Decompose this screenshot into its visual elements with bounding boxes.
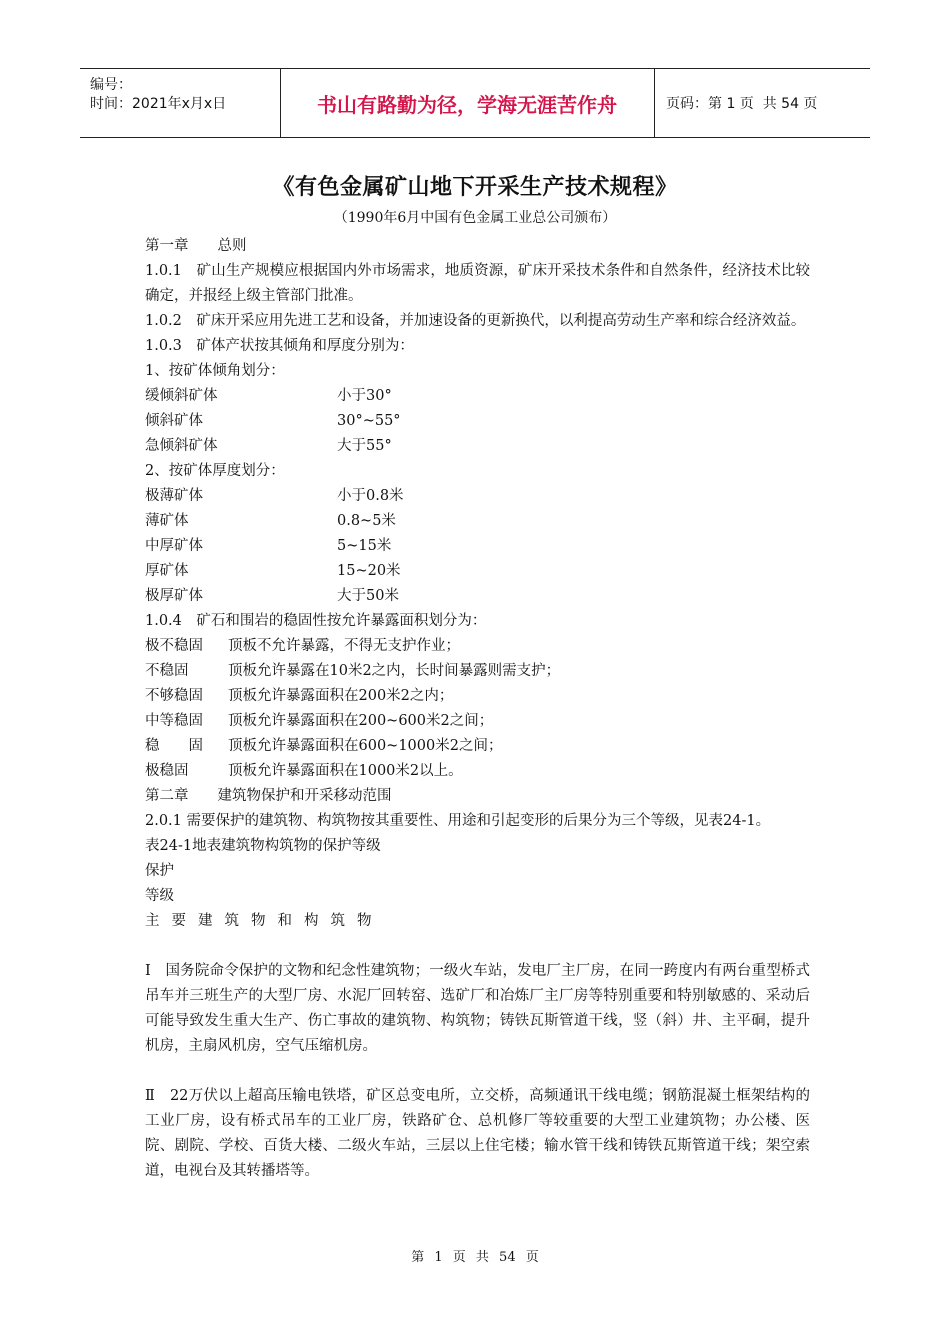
page-indicator: 页码：第 1 页 共 54 页 [666, 96, 818, 112]
table-title: 表24-1地表建筑物构筑物的保护等级 [145, 838, 381, 854]
stability-name: 中等稳固 [145, 713, 203, 729]
stability-value: 顶板允许暴露面积在1000米2以上。 [228, 763, 463, 779]
chapter-heading-2: 第二章 建筑物保护和开采移动范围 [145, 788, 392, 804]
clause-1-0-3: 1.0.3 矿体产状按其倾角和厚度分别为： [145, 338, 414, 354]
document-subtitle: （1990年6月中国有色金属工业总公司颁布） [333, 210, 617, 226]
thickness-value: 0.8~5米 [337, 513, 396, 529]
stability-value: 顶板允许暴露面积在600~1000米2之间； [228, 738, 503, 754]
footer-page-number: 第 1 页 共 54 页 [411, 1250, 539, 1265]
stability-row [145, 634, 810, 659]
dip-name: 缓倾斜矿体 [145, 388, 218, 404]
dip-name: 急倾斜矿体 [145, 438, 218, 454]
clause-1-0-4: 1.0.4 矿石和围岩的稳固性按允许暴露面积划分为： [145, 613, 487, 629]
document-body [145, 234, 810, 1184]
thickness-value: 15~20米 [337, 563, 401, 579]
stability-value: 顶板允许暴露面积在200米2之内； [228, 688, 454, 704]
header-meta-cell [80, 69, 281, 137]
page-header [80, 68, 870, 138]
clause-2-0-1: 2.0.1 需要保护的建筑物、构筑物按其重要性、用途和引起变形的后果分为三个等级，见表24-1。 [145, 813, 771, 829]
grade-1-description: Ⅰ 国务院命令保护的文物和纪念性建筑物；一级火车站，发电厂主厂房，在同一跨度内有两台重型桥式吊车并三班生产的大型厂房、水泥厂回转窑、选矿厂和冶炼厂主厂房等特别重要和特别敏感的、采动后可能导致发生重大生产、伤亡事故的建筑物、构筑物；铸铁瓦斯管道干线，竖（斜）井、主平硐，提升机房，主扇风机房，空气压缩机房。 [145, 963, 810, 1054]
stability-row [145, 734, 810, 759]
stability-value: 顶板允许暴露在10米2之内，长时间暴露则需支护； [228, 663, 561, 679]
stability-name: 稳 固 [145, 738, 203, 754]
dip-value: 小于30° [337, 388, 392, 404]
clause-1-0-1: 1.0.1 矿山生产规模应根据国内外市场需求，地质资源，矿床开采技术条件和自然条件，经济技术比较确定，并报经上级主管部门批准。 [145, 263, 810, 304]
stability-row [145, 759, 810, 784]
thickness-row [145, 584, 810, 609]
table-col-main: 主要建筑物和构筑物 [145, 913, 384, 929]
thickness-row [145, 534, 810, 559]
thickness-name: 极薄矿体 [145, 488, 203, 504]
chapter-heading-1: 第一章 总则 [145, 238, 247, 254]
stability-row [145, 684, 810, 709]
stability-name: 不够稳固 [145, 688, 203, 704]
thickness-value: 小于0.8米 [337, 488, 404, 504]
grade-2-description: Ⅱ 22万伏以上超高压输电铁塔，矿区总变电所，立交桥，高频通讯干线电缆；钢筋混凝土框架结构的工业厂房，设有桥式吊车的工业厂房，铁路矿仓、总机修厂等较重要的大型工业建筑物；办公楼、医院、剧院、学校、百货大楼、二级火车站，三层以上住宅楼；输水管干线和铸铁瓦斯管道干线；架空索道，电视台及其转播塔等。 [145, 1088, 810, 1179]
stability-name: 极不稳固 [145, 638, 203, 654]
dip-classification-heading: 1、按矿体倾角划分： [145, 363, 285, 379]
dip-name: 倾斜矿体 [145, 413, 203, 429]
thickness-row [145, 559, 810, 584]
header-page-cell [655, 69, 870, 137]
page-footer [0, 1246, 950, 1265]
dip-row [145, 384, 810, 409]
stability-row [145, 709, 810, 734]
stability-value: 顶板允许暴露面积在200~600米2之间； [228, 713, 494, 729]
number-label: 编号： [90, 77, 132, 93]
thickness-classification-heading: 2、按矿体厚度划分： [145, 463, 285, 479]
time-label: 时间：2021年x月x日 [90, 96, 227, 112]
thickness-name: 薄矿体 [145, 513, 189, 529]
thickness-row [145, 509, 810, 534]
thickness-value: 大于50米 [337, 588, 399, 604]
dip-value: 大于55° [337, 438, 392, 454]
spacer [145, 934, 810, 959]
thickness-value: 5~15米 [337, 538, 392, 554]
stability-name: 不稳固 [145, 663, 189, 679]
dip-row [145, 409, 810, 434]
spacer [145, 1059, 810, 1084]
stability-name: 极稳固 [145, 763, 189, 779]
dip-row [145, 434, 810, 459]
dip-value: 30°~55° [337, 413, 401, 429]
thickness-row [145, 484, 810, 509]
stability-row [145, 659, 810, 684]
thickness-name: 厚矿体 [145, 563, 189, 579]
document-title: 《有色金属矿山地下开采生产技术规程》 [272, 175, 678, 200]
table-col-protect: 保护 [145, 863, 174, 879]
thickness-name: 中厚矿体 [145, 538, 203, 554]
stability-value: 顶板不允许暴露，不得无支护作业； [228, 638, 460, 654]
table-col-level: 等级 [145, 888, 174, 904]
header-slogan: 书山有路勤为径，学海无涯苦作舟 [280, 69, 655, 137]
thickness-name: 极厚矿体 [145, 588, 203, 604]
clause-1-0-2: 1.0.2 矿床开采应用先进工艺和设备，并加速设备的更新换代，以利提高劳动生产率和综合经济效益。 [145, 313, 806, 329]
